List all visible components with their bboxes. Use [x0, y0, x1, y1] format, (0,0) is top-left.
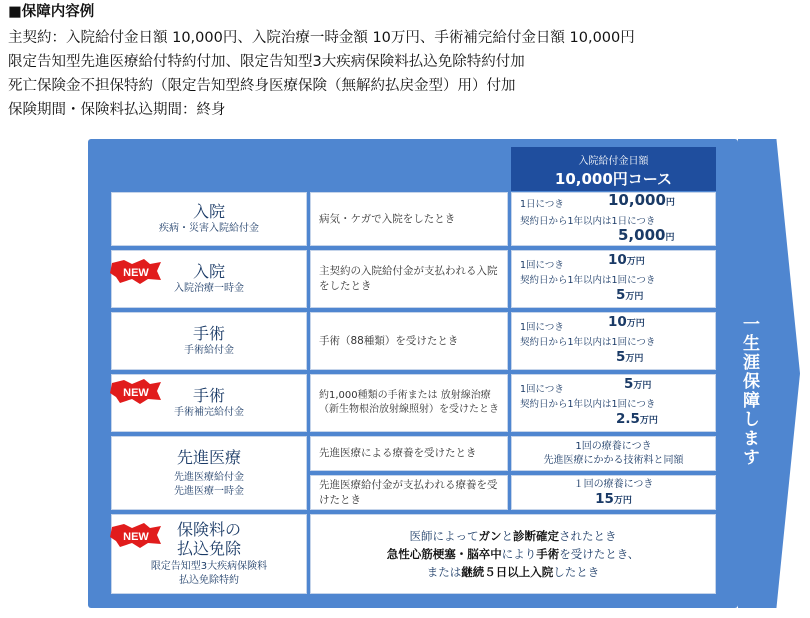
condition-advanced-medical: [310, 436, 508, 471]
payment-prefix-first-year: 契約日から1年以内は1日につき: [520, 216, 656, 227]
new-badge-text: NEW: [123, 267, 149, 279]
payment-unit: 円: [665, 198, 675, 208]
new-badge: [110, 379, 162, 405]
payment-amount: 15: [595, 490, 614, 507]
waiver-emph: ガン: [478, 529, 502, 543]
benefit-title: 先進医療: [176, 447, 241, 467]
waiver-text: 医師によって: [409, 529, 479, 543]
benefit-subtitle: 手術給付金: [184, 345, 234, 356]
waiver-emph: 診断確定: [513, 529, 559, 543]
payment-prefix-first-year: 契約日から1年以内は1回につき: [520, 337, 656, 348]
condition-hospitalization: [310, 192, 508, 246]
course-header: [511, 147, 716, 191]
payment-amount: 10: [608, 252, 627, 268]
benefit-title: 手術: [192, 386, 225, 405]
benefit-title: 保険料の: [176, 520, 241, 539]
waiver-text: されたとき: [559, 529, 617, 543]
contract-line-main: 主契約：入院給付金日額 10,000円、入院治療一時金額 10万円、手術補完給付金日額 10,000円: [8, 30, 635, 46]
payment-prefix-first-year: 契約日から1年以内は1回につき: [520, 275, 656, 286]
new-badge-text: NEW: [123, 531, 149, 543]
condition-text: 先進医療給付金が支払われる療養を受けたとき: [319, 478, 498, 506]
condition-surgery: [310, 312, 508, 370]
waiver-text: により: [501, 547, 537, 561]
condition-advanced-lump-sum: [310, 475, 508, 510]
payment-unit: 万円: [626, 319, 645, 329]
payment-amount-first-year: 5: [616, 287, 626, 303]
payment-text: 先進医療にかかる技術料と同額: [543, 454, 684, 466]
benefit-subtitle: 疾病・災害入院給付金: [159, 223, 259, 234]
payment-hospital-lump-sum: [511, 250, 716, 308]
condition-text: 約1,000種類の手術または 放射線治療（新生物根治放射線照射）を受けたとき: [319, 390, 499, 415]
payment-unit: 万円: [625, 292, 644, 302]
new-badge: [110, 523, 162, 549]
course-name: 10,000円コース: [554, 170, 673, 188]
benefit-subtitle: 入院治療一時金: [174, 283, 244, 294]
payment-text: 1回の療養につき: [575, 440, 652, 452]
payment-hospitalization: [511, 192, 716, 246]
waiver-emph: 手術: [536, 547, 560, 561]
new-badge-text: NEW: [123, 387, 149, 399]
payment-amount-first-year: 5: [616, 349, 626, 365]
condition-text: 主契約の入院給付金が支払われる入院をしたとき: [319, 265, 498, 292]
condition-text: 手術（88種類）を受けたとき: [319, 334, 459, 347]
payment-unit: 万円: [626, 257, 645, 267]
benefit-subtitle: 先進医療一時金: [174, 485, 244, 497]
condition-text: 病気・ケガで入院をしたとき: [319, 212, 456, 225]
benefit-title: 手術: [192, 324, 225, 343]
contract-line-riders: 限定告知型先進医療給付特約付加、限定告知型3大疾病保険料払込免除特約付加: [8, 54, 525, 70]
benefit-subtitle: 払込免除特約: [179, 575, 239, 586]
benefit-title: 払込免除: [176, 539, 241, 558]
payment-unit: 万円: [625, 354, 644, 364]
contract-line-period: 保険期間・保険料払込期間：終身: [8, 102, 226, 118]
benefit-hospitalization: [111, 192, 307, 246]
waiver-text: したとき: [553, 565, 600, 579]
waiver-text: または: [426, 565, 462, 579]
benefit-subtitle: 限定告知型3大疾病保険料: [150, 561, 268, 572]
section-title: ■保障内容例: [8, 4, 95, 20]
lifetime-arrow-label: 一生涯保障します: [739, 315, 759, 467]
condition-hospital-lump-sum: [310, 250, 508, 308]
payment-unit: 円: [665, 233, 675, 243]
benefit-surgery: [111, 312, 307, 370]
course-label: 入院給付金日額: [578, 156, 649, 167]
payment-amount-first-year: 5,000: [618, 226, 666, 244]
payment-unit: 万円: [639, 416, 658, 426]
condition-surgery-supplement: [310, 374, 508, 432]
payment-surgery-supplement: [511, 374, 716, 432]
payment-advanced-medical: [511, 436, 716, 471]
waiver-emph: 急性心筋梗塞・脳卒中: [386, 547, 502, 561]
contract-line-death-rider: 死亡保険金不担保特約（限定告知型終身医療保険（無解約払戻金型）用）付加: [8, 78, 516, 94]
benefit-subtitle: 先進医療給付金: [174, 471, 244, 483]
payment-text: １回の療養につき: [573, 478, 654, 490]
waiver-emph: 継続５日以上入院: [461, 565, 554, 579]
payment-amount-first-year: 2.5: [616, 411, 640, 427]
new-badge: [110, 259, 162, 285]
waiver-text: を受けたとき、: [559, 547, 640, 561]
payment-unit: 万円: [633, 381, 652, 391]
payment-unit: 万円: [613, 495, 632, 506]
condition-text: 先進医療による療養を受けたとき: [319, 447, 477, 459]
payment-advanced-lump-sum: [511, 475, 716, 510]
benefit-subtitle: 手術補完給付金: [174, 407, 244, 418]
payment-prefix-first-year: 契約日から1年以内は1回につき: [520, 399, 656, 410]
payment-prefix: 1回につき: [520, 384, 564, 395]
benefit-advanced-medical: [111, 436, 307, 510]
benefit-title: 入院: [192, 202, 225, 221]
waiver-text: と: [501, 529, 513, 543]
payment-amount: 10,000: [608, 191, 666, 209]
payment-prefix: 1回につき: [520, 322, 564, 333]
benefit-title: 入院: [192, 262, 225, 281]
payment-amount: 10: [608, 314, 627, 330]
payment-prefix: 1回につき: [520, 260, 564, 271]
payment-surgery: [511, 312, 716, 370]
payment-amount: 5: [624, 376, 634, 392]
payment-prefix: 1日につき: [520, 199, 564, 210]
waiver-condition: [310, 514, 716, 594]
